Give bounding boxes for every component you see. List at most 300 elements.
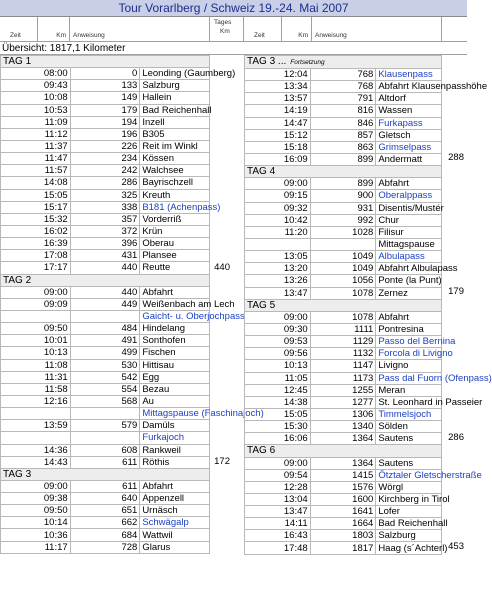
table-row [1,493,210,505]
time-cell: 12:45 [245,384,311,396]
day-total-km: 288 [448,152,464,164]
km-cell: 491 [70,335,140,347]
time-cell: 11:05 [245,372,311,384]
instruction-cell: Abfahrt Klausenpasshöhe [376,81,442,93]
instruction-cell: Schwägalp [140,517,210,529]
km-cell: 484 [70,323,140,335]
instruction-cell: Urnäsch [140,505,210,517]
table-row [1,347,210,359]
day-label: TAG 3 ... Fortsetzung [245,56,442,69]
km-cell: 1049 [310,263,376,275]
instruction-cell: St. Leonhard in Passeier [376,396,442,408]
time-cell [1,408,71,420]
time-cell: 14:38 [245,396,311,408]
time-cell: 10:53 [1,104,71,116]
km-cell: 226 [70,140,140,152]
table-row [245,384,442,396]
time-cell: 10:13 [1,347,71,359]
time-cell: 09:43 [1,80,71,92]
table-row [1,92,210,104]
table-row [1,116,210,128]
km-cell: 816 [310,105,376,117]
table-row [1,420,210,432]
km-cell: 1340 [310,421,376,433]
instruction-cell: Abfahrt [140,480,210,492]
km-cell: 1803 [310,530,376,542]
km-cell: 1306 [310,408,376,420]
km-cell: 133 [70,80,140,92]
time-cell: 13:05 [245,251,311,263]
instruction-cell: Sautens [376,457,442,469]
km-cell: 1173 [310,372,376,384]
km-cell [70,432,140,444]
time-cell: 14:36 [1,444,71,456]
table-row [1,189,210,201]
table-row [1,298,210,310]
day-label: TAG 1 [1,56,210,68]
table-row [1,323,210,335]
instruction-cell: Wattwil [140,529,210,541]
km-cell: 1364 [310,457,376,469]
instruction-cell: Haag (s´Achterl) [376,542,442,554]
table-row [245,481,442,493]
km-cell: 728 [70,541,140,553]
day-label: TAG 5 [245,299,442,311]
time-cell: 15:30 [245,421,311,433]
instruction-cell: Disentis/Mustér [376,202,442,214]
km-cell: 286 [70,177,140,189]
km-cell: 640 [70,493,140,505]
time-cell [245,238,311,250]
instruction-cell: Hallein [140,92,210,104]
km-cell: 768 [310,81,376,93]
time-cell: 09:53 [245,336,311,348]
instruction-cell: Leonding (Gaumberg) [140,68,210,80]
instruction-cell: Egg [140,371,210,383]
time-cell: 10:01 [1,335,71,347]
time-cell: 13:59 [1,420,71,432]
table-row [245,348,442,360]
instruction-cell: Pass dal Fuorn (Ofenpass) [376,372,442,384]
km-cell: 1817 [310,542,376,554]
instruction-cell: Rankweil [140,444,210,456]
table-row [245,117,442,129]
time-cell: 10:08 [1,92,71,104]
time-cell: 13:04 [245,493,311,505]
header-km [38,17,70,42]
time-cell: 17:08 [1,250,71,262]
km-cell: 1576 [310,481,376,493]
day-total-km: 453 [448,541,464,552]
table-row [245,129,442,141]
table-row [245,226,442,238]
table-row [1,480,210,492]
time-cell: 12:16 [1,395,71,407]
table-row [245,506,442,518]
header-km-right [282,17,312,42]
time-cell: 16:06 [245,433,311,445]
table-row [1,456,210,468]
time-cell: 11:37 [1,140,71,152]
time-cell: 11:20 [245,226,311,238]
header-anweisung [70,17,210,42]
instruction-cell: Reutte [140,262,210,274]
header-km-right-label: Km [298,32,308,39]
km-cell: 242 [70,165,140,177]
instruction-cell: Abfahrt [376,311,442,323]
instruction-cell: B181 (Achenpass) [140,201,210,213]
table-row [245,81,442,93]
table-row [245,275,442,287]
time-cell: 11:57 [1,165,71,177]
km-cell: 0 [70,68,140,80]
time-cell: 09:00 [245,457,311,469]
instruction-cell: Walchsee [140,165,210,177]
header-tageskm [210,17,244,42]
instruction-cell: Plansee [140,250,210,262]
header-tageskm-label-1: Tages [214,19,232,26]
time-cell: 08:00 [1,68,71,80]
time-cell: 16:39 [1,238,71,250]
instruction-cell: Gletsch [376,129,442,141]
time-cell: 14:11 [245,518,311,530]
table-row [1,335,210,347]
table-row [1,505,210,517]
table-row [245,263,442,275]
table-row [245,360,442,372]
km-cell: 325 [70,189,140,201]
instruction-cell: Hittisau [140,359,210,371]
instruction-cell: Abfahrt [376,178,442,190]
table-row [1,153,210,165]
instruction-cell: Albulapass [376,251,442,263]
time-cell: 13:34 [245,81,311,93]
km-cell: 857 [310,129,376,141]
km-cell: 1078 [310,311,376,323]
table-row [1,225,210,237]
time-cell: 14:47 [245,117,311,129]
instruction-cell: Salzburg [140,80,210,92]
instruction-cell: B305 [140,128,210,140]
time-cell: 14:19 [245,105,311,117]
time-cell: 09:15 [245,190,311,202]
time-cell: 09:00 [245,178,311,190]
instruction-cell: Furkapass [376,117,442,129]
instruction-cell: Mittagspause [376,238,442,250]
time-cell: 15:12 [245,129,311,141]
time-cell: 14:08 [1,177,71,189]
time-cell: 15:18 [245,141,311,153]
header-tageskm-right [442,17,467,42]
time-cell: 13:20 [245,263,311,275]
instruction-cell: Hindelang [140,323,210,335]
day-header-row [245,445,442,457]
instruction-cell: Wörgl [376,481,442,493]
table-row [1,250,210,262]
time-cell: 15:05 [245,408,311,420]
day-header-row [1,274,210,286]
instruction-cell: Bezau [140,383,210,395]
instruction-cell: Abfahrt Albulapass [376,263,442,275]
km-cell: 579 [70,420,140,432]
time-cell: 09:30 [245,323,311,335]
table-row [245,336,442,348]
km-cell [310,238,376,250]
table-row [1,432,210,444]
km-cell: 1049 [310,251,376,263]
table-row [1,383,210,395]
time-cell: 13:57 [245,93,311,105]
time-cell: 13:47 [245,287,311,299]
instruction-cell: Grimselpass [376,141,442,153]
table-row [245,493,442,505]
table-row [245,408,442,420]
table-row [1,213,210,225]
table-row [1,104,210,116]
km-cell: 396 [70,238,140,250]
header-anweisung-right [312,17,442,42]
km-cell: 440 [70,286,140,298]
time-cell [1,310,71,322]
instruction-cell: Salzburg [376,530,442,542]
km-cell: 440 [70,262,140,274]
km-cell: 768 [310,69,376,81]
table-row [245,372,442,384]
km-cell: 846 [310,117,376,129]
day-total-km: 440 [214,261,230,273]
table-row [245,190,442,202]
time-cell: 09:50 [1,323,71,335]
instruction-cell: Inzell [140,116,210,128]
time-cell: 14:43 [1,456,71,468]
header-km-label: Km [56,32,66,39]
table-row [245,323,442,335]
km-cell: 1129 [310,336,376,348]
time-cell: 11:31 [1,371,71,383]
time-cell: 12:04 [245,69,311,81]
time-cell: 09:50 [1,505,71,517]
time-cell: 10:36 [1,529,71,541]
header-zeit-label: Zeit [10,32,21,39]
instruction-cell: Kössen [140,153,210,165]
instruction-cell: Au [140,395,210,407]
km-cell: 431 [70,250,140,262]
day-header-row [245,299,442,311]
km-cell: 1147 [310,360,376,372]
km-cell: 357 [70,213,140,225]
day-label: TAG 4 [245,166,442,178]
km-cell: 863 [310,141,376,153]
day-header-row [1,56,210,68]
km-cell: 1664 [310,518,376,530]
instruction-cell: Bad Reichenhall [140,104,210,116]
time-cell: 09:09 [1,298,71,310]
km-cell: 791 [310,93,376,105]
km-cell: 931 [310,202,376,214]
table-row [245,251,442,263]
instruction-cell: Passo del Bernina [376,336,442,348]
time-cell: 13:26 [245,275,311,287]
day-total-km: 172 [214,455,230,467]
time-cell: 11:12 [1,128,71,140]
table-row [1,68,210,80]
header-zeit-right [244,17,282,42]
table-row [245,69,442,81]
km-cell: 1056 [310,275,376,287]
table-row [245,457,442,469]
km-cell: 611 [70,456,140,468]
time-cell: 10:14 [1,517,71,529]
instruction-cell: Filisur [376,226,442,238]
instruction-cell: Sölden [376,421,442,433]
table-row [1,80,210,92]
header-zeit-right-label: Zeit [254,32,265,39]
instruction-cell: Pontresina [376,323,442,335]
time-cell: 15:05 [1,189,71,201]
sheet-title: Tour Vorarlberg / Schweiz 19.-24. Mai 2007 [0,0,467,17]
table-row [245,530,442,542]
instruction-cell: Zernez [376,287,442,299]
km-cell [70,310,140,322]
km-cell: 1641 [310,506,376,518]
km-cell: 1111 [310,323,376,335]
instruction-cell: Reit im Winkl [140,140,210,152]
km-cell: 149 [70,92,140,104]
time-cell: 11:47 [1,153,71,165]
instruction-cell: Sonthofen [140,335,210,347]
table-row [245,421,442,433]
day-label: TAG 6 [245,445,442,457]
km-cell: 234 [70,153,140,165]
instruction-cell: Mittagspause (Faschinajoch) [140,408,210,420]
header-anweisung-label: Anweisung [73,32,105,39]
km-cell: 651 [70,505,140,517]
table-row [1,541,210,553]
km-cell: 568 [70,395,140,407]
km-cell: 1255 [310,384,376,396]
table-row [1,128,210,140]
km-cell: 611 [70,480,140,492]
table-row [245,238,442,250]
day-label: TAG 3 [1,468,210,480]
table-row [245,93,442,105]
km-cell: 338 [70,201,140,213]
instruction-cell: Appenzell [140,493,210,505]
instruction-cell: Timmelsjoch [376,408,442,420]
km-cell: 899 [310,153,376,165]
km-cell: 684 [70,529,140,541]
table-row [1,371,210,383]
instruction-cell: Ponte (la Punt) [376,275,442,287]
table-row [245,469,442,481]
table-row [245,542,442,554]
table-row [1,177,210,189]
instruction-cell: Lofer [376,506,442,518]
time-cell: 11:09 [1,116,71,128]
table-row [1,444,210,456]
instruction-cell: Abfahrt [140,286,210,298]
instruction-cell: Kirchberg in Tirol [376,493,442,505]
instruction-cell: Klausenpass [376,69,442,81]
km-cell: 194 [70,116,140,128]
km-cell: 554 [70,383,140,395]
time-cell: 09:00 [1,286,71,298]
km-cell: 449 [70,298,140,310]
day-total-km: 286 [448,431,464,443]
table-row [1,517,210,529]
instruction-cell: Altdorf [376,93,442,105]
km-cell: 542 [70,371,140,383]
km-cell: 1415 [310,469,376,481]
km-cell: 196 [70,128,140,140]
table-row [1,395,210,407]
instruction-cell: Fischen [140,347,210,359]
km-cell: 899 [310,178,376,190]
time-cell: 17:17 [1,262,71,274]
table-row [1,201,210,213]
instruction-cell: Oberalppass [376,190,442,202]
km-cell: 1277 [310,396,376,408]
instruction-cell: Vorderriß [140,213,210,225]
time-cell: 09:38 [1,493,71,505]
instruction-cell: Kreuth [140,189,210,201]
time-cell: 11:17 [1,541,71,553]
table-row [1,165,210,177]
header-tageskm-label-2: Km [220,28,230,35]
table-row [1,359,210,371]
table-row [1,310,210,322]
time-cell: 16:09 [245,153,311,165]
overview-line: Übersicht: 1817,1 Kilometer [0,42,467,55]
km-cell: 1364 [310,433,376,445]
time-cell: 09:32 [245,202,311,214]
instruction-cell: Bayrischzell [140,177,210,189]
table-row [245,214,442,226]
table-row [245,105,442,117]
instruction-cell: Röthis [140,456,210,468]
day-header-row [245,56,442,69]
table-row [1,286,210,298]
instruction-cell: Andermatt [376,153,442,165]
km-cell: 1028 [310,226,376,238]
time-cell: 17:48 [245,542,311,554]
km-cell: 530 [70,359,140,371]
time-cell: 09:00 [245,311,311,323]
day-total-km: 179 [448,285,464,297]
day-header-row [1,468,210,480]
table-row [245,518,442,530]
table-row [245,153,442,165]
time-cell: 15:17 [1,201,71,213]
instruction-cell: Furkajoch [140,432,210,444]
table-row [1,408,210,420]
instruction-cell: Livigno [376,360,442,372]
km-cell: 608 [70,444,140,456]
km-cell [70,408,140,420]
day-label: TAG 2 [1,274,210,286]
instruction-cell: Sautens [376,433,442,445]
instruction-cell: Glarus [140,541,210,553]
table-row [1,140,210,152]
instruction-cell: Weißenbach am Lech [140,298,210,310]
instruction-cell: Chur [376,214,442,226]
time-cell: 13:47 [245,506,311,518]
time-cell: 10:42 [245,214,311,226]
time-cell: 16:43 [245,530,311,542]
time-cell: 09:54 [245,469,311,481]
table-row [1,529,210,541]
time-cell: 15:32 [1,213,71,225]
